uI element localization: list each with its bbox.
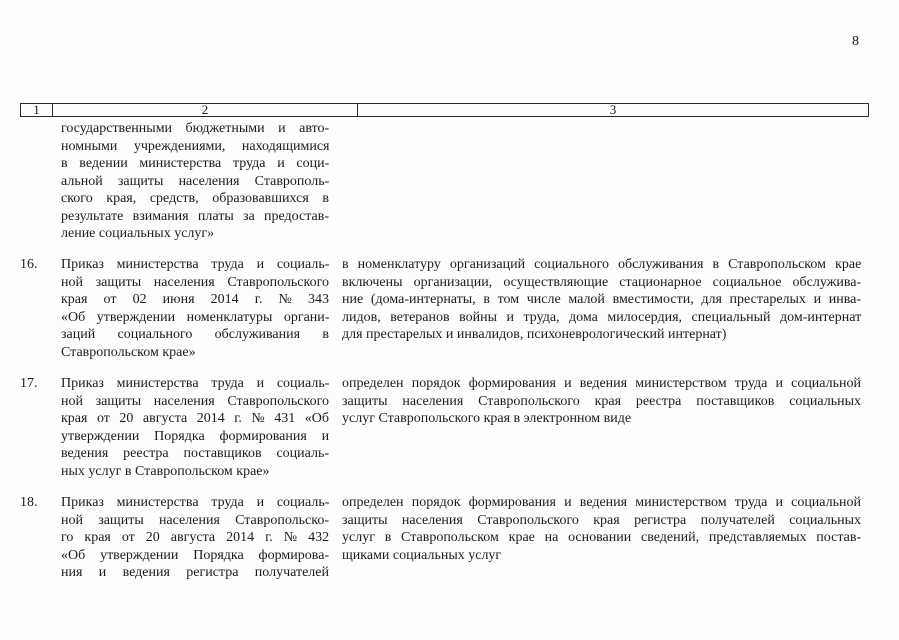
- text-line: го края от 20 августа 2014 г. № 432: [61, 530, 330, 545]
- text-line: услуг в Ставропольском крае на основании сведений, представляемых постав-: [342, 530, 862, 545]
- text-line: Приказ министерства труда и социаль-: [61, 495, 330, 510]
- text-line: Приказ министерства труда и социаль-: [61, 257, 330, 272]
- text-line: в ведении министерства труда и соци-: [61, 156, 330, 171]
- text-line: ной защиты населения Ставропольского: [61, 393, 329, 409]
- text-line: для престарелых и инвалидов, психоневрологический интернат): [342, 327, 727, 342]
- column-header-1: 1: [21, 104, 53, 116]
- text-line: ния и ведения регистра получателей: [61, 565, 329, 580]
- row-17-col2: [61, 375, 329, 480]
- text-line: «Об утверждении Порядка формирова-: [61, 547, 330, 563]
- page-number: 8: [852, 34, 859, 49]
- text-line: ных услуг в Ставропольском крае»: [61, 463, 270, 479]
- text-line: лидов, ветеранов войны и труда, дома милосердия, специальный дом-интернат: [342, 309, 862, 325]
- row-18-col3: [342, 494, 861, 564]
- text-line: ведения реестра поставщиков социаль-: [61, 446, 330, 461]
- row-17-col3: [342, 375, 861, 428]
- text-line: «Об утверждении номенклатуры органи-: [61, 309, 330, 325]
- row-16-col3: [342, 256, 861, 344]
- text-line: щиками социальных услуг: [342, 547, 502, 563]
- text-line: определен порядок формирования и ведения министерством труда и социальной: [342, 495, 861, 510]
- row-number: 17.: [20, 376, 38, 391]
- text-line: края от 20 августа 2014 г. № 431 «Об: [61, 411, 329, 426]
- text-line: результате взимания платы за предостав-: [61, 208, 329, 224]
- text-line: ной защиты населения Ставропольско-: [61, 512, 329, 528]
- text-line: края от 02 июня 2014 г. № 343: [61, 292, 329, 307]
- text-line: ского края, средств, образовавшихся в: [61, 191, 329, 206]
- column-header-2: 2: [53, 104, 358, 116]
- text-line: альной защиты населения Ставрополь-: [61, 173, 330, 189]
- row-18-col2: [61, 494, 329, 582]
- text-line: Ставропольском крае»: [61, 344, 196, 360]
- row-number: 18.: [20, 495, 38, 510]
- text-line: государственными бюджетными и авто-: [61, 121, 330, 136]
- row-16-col2: [61, 256, 329, 361]
- text-line: в номенклатуру организаций социального обслуживания в Ставропольском крае: [342, 257, 862, 272]
- text-line: ной защиты населения Ставропольского: [61, 274, 329, 290]
- text-line: защиты населения Ставропольского края реестра поставщиков социальных: [342, 393, 862, 409]
- text-line: защиты населения Ставропольского края регистра получателей социальных: [342, 512, 861, 528]
- text-line: ние (дома-интернаты, в том числе малой вместимости, для престарелых и инва-: [342, 292, 861, 307]
- row-number: 16.: [20, 257, 38, 272]
- table-header: [20, 103, 869, 117]
- text-line: номными учреждениями, находящимися: [61, 138, 330, 154]
- text-line: заций социального обслуживания в: [61, 327, 329, 342]
- column-header-3: 3: [609, 102, 617, 117]
- text-line: определен порядок формирования и ведения министерством труда и социальной: [342, 376, 861, 391]
- text-line: Приказ министерства труда и социаль-: [61, 376, 330, 391]
- text-line: утверждении Порядка формирования и: [61, 428, 330, 444]
- text-line: включены организации, осуществляющие стационарное социальное обслужива-: [342, 274, 862, 290]
- continuation-col2: [61, 120, 329, 243]
- text-line: ление социальных услуг»: [61, 226, 215, 241]
- text-line: услуг Ставропольского края в электронном виде: [342, 411, 632, 426]
